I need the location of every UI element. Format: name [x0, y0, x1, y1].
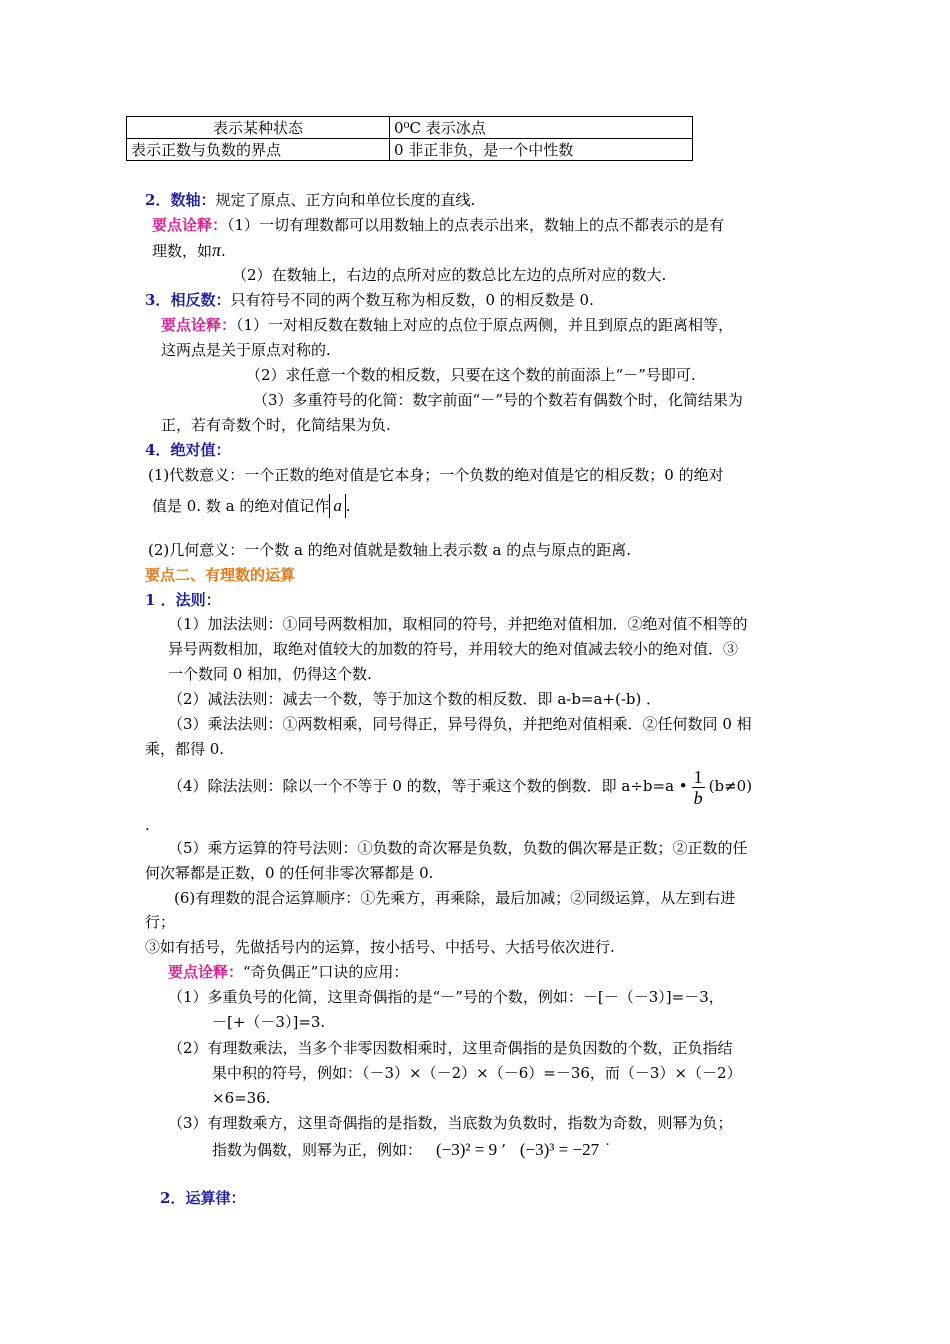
- section-title: 运算律：: [185, 1189, 246, 1207]
- rules-heading: [145, 590, 221, 610]
- note-label: 要点诠释：: [168, 963, 244, 981]
- paragraph-text: .: [345, 497, 351, 515]
- note-label: 要点诠释：: [152, 216, 228, 234]
- rule-text: （4）除法法则：除以一个不等于 0 的数，等于乘这个数的倒数．即 a÷b=a •: [168, 777, 688, 795]
- example-formula: (−3)² = 9: [436, 1140, 498, 1159]
- section-title: 绝对值：: [170, 441, 231, 459]
- note-label: 要点诠释：: [161, 316, 237, 334]
- rule-line: （2）减法法则：减去一个数，等于加这个数的相反数．即 a-b=a+(-b) ．: [168, 690, 662, 708]
- rule-line: 一个数同 0 相加，仍得这个数.: [168, 665, 372, 683]
- section-number: 4．: [145, 441, 171, 459]
- fraction: [692, 767, 705, 808]
- section-text: 规定了原点、正方向和单位长度的直线.: [215, 191, 476, 209]
- rule-line: 何次幂都是正数，0 的任何非零次幂都是 0.: [145, 864, 434, 882]
- paragraph-line: (2)几何意义：一个数 a 的绝对值就是数轴上表示数 a 的点与原点的距离.: [148, 541, 631, 559]
- rule-text: (b≠0): [708, 777, 753, 795]
- note-line: （2）在数轴上，右边的点所对应的数总比左边的点所对应的数大.: [232, 266, 667, 284]
- note-line: （3）有理数乘方，这里奇偶指的是指数，当底数为负数时，指数为奇数，则幂为负；: [168, 1114, 733, 1132]
- note-line: 指数为偶数，则幂为正，例如： (−3)² = 9 ’ (−3)³ = −27 ˙: [212, 1140, 612, 1159]
- section-number: 2．: [160, 1189, 186, 1207]
- table-cell: 表示正数与负数的界点: [127, 139, 390, 161]
- table-row: [127, 139, 693, 161]
- note-line: （2）求任意一个数的相反数，只要在这个数的前面添上“－”号即可.: [246, 366, 696, 384]
- rule-line: （1）加法法则：①同号两数相加，取相同的符号，并把绝对值相加．②绝对值不相等的: [168, 615, 748, 633]
- note-line: 正，若有奇数个时，化简结果为负.: [161, 416, 391, 434]
- table-cell: 表示某种状态: [127, 117, 390, 139]
- rule-line: 乘，都得 0.: [145, 740, 225, 758]
- table-cell: 0⁰C 表示冰点: [390, 117, 693, 139]
- note-line: [168, 962, 408, 982]
- pi-symbol: π: [212, 240, 222, 260]
- example-formula: (−3)³ = −27: [519, 1140, 600, 1159]
- table-cell: 0 非正非负，是一个中性数: [390, 139, 693, 161]
- section-number-line: [145, 190, 475, 210]
- rule-line: 异号两数相加，取绝对值较大的加数的符号，并用较大的绝对值减去较小的绝对值．③: [168, 640, 739, 658]
- rule-line: ③如有括号，先做括号内的运算，按小括号、中括号、大括号依次进行.: [145, 938, 615, 956]
- rule-line: 行；: [145, 913, 176, 931]
- note-text: .: [221, 242, 226, 260]
- note-line: 这两点是关于原点对称的.: [161, 341, 331, 359]
- note-text: “奇负偶正”口诀的应用：: [243, 963, 409, 981]
- rule-line: .: [145, 816, 150, 834]
- section-number: 2．: [145, 191, 171, 209]
- absolute-value-notation: a: [329, 494, 346, 518]
- paragraph-line: [152, 494, 351, 518]
- section-title: 数轴：: [170, 191, 216, 209]
- note-line: －[+（－3）]=3.: [212, 1013, 326, 1031]
- note-line: （2）有理数乘法，当多个非零因数相乘时，这里奇偶指的是负因数的个数，正负指结: [168, 1039, 733, 1057]
- note-line: [152, 215, 724, 235]
- note-text: （1）一对相反数在数轴上对应的点位于原点两侧，并且到原点的距离相等，: [236, 316, 734, 334]
- paragraph-text: 值是 0. 数 a 的绝对值记作: [152, 497, 330, 515]
- summary-table: [126, 116, 693, 161]
- section-opposite: [145, 290, 594, 310]
- section-title: 相反数：: [170, 291, 231, 309]
- rule-line: （3）乘法法则：①两数相乘，同号得正，异号得负，并把绝对值相乘．②任何数同 0 相: [168, 715, 752, 733]
- section-text: 只有符号不同的两个数互称为相反数，0 的相反数是 0.: [230, 291, 594, 309]
- note-text: 指数为偶数，则幂为正，例如：: [212, 1141, 423, 1159]
- note-text: （1）一切有理数都可以用数轴上的点表示出来，数轴上的点不都表示的是有: [227, 216, 725, 234]
- rule-line: （5）乘方运算的符号法则：①负数的奇次幂是负数，负数的偶次幂是正数；②正数的任: [168, 839, 748, 857]
- note-text: 理数，如: [152, 242, 213, 260]
- fraction-denominator: b: [693, 787, 703, 808]
- section-number: 1 ．: [145, 591, 176, 609]
- rule-line: (6)有理数的混合运算顺序：①先乘方，再乘除，最后加减；②同级运算，从左到右进: [174, 889, 736, 907]
- note-line: [161, 315, 733, 335]
- note-line: （1）多重负号的化简，这里奇偶指的是“－”号的个数，例如：－[－（－3）]=－3，: [168, 988, 724, 1006]
- section-absolute: [145, 440, 230, 460]
- section-title: 法则：: [175, 591, 221, 609]
- note-line: （3）多重符号的化简：数字前面“－”号的个数若有偶数个时，化简结果为: [253, 391, 743, 409]
- rule-line: [168, 764, 752, 808]
- note-line: [152, 240, 226, 261]
- note-line: 果中积的符号，例如：（－3）×（－2）×（－6）=－36，而（－3）×（－2）: [212, 1064, 742, 1082]
- laws-heading: [160, 1188, 245, 1208]
- section-number: 3．: [145, 291, 171, 309]
- part-heading: 要点二、有理数的运算: [145, 566, 296, 584]
- paragraph-line: (1)代数意义：一个正数的绝对值是它本身；一个负数的绝对值是它的相反数；0 的绝对: [148, 466, 724, 484]
- table-row: [127, 117, 693, 139]
- note-line: ×6=36.: [212, 1089, 271, 1107]
- fraction-numerator: 1: [693, 766, 703, 787]
